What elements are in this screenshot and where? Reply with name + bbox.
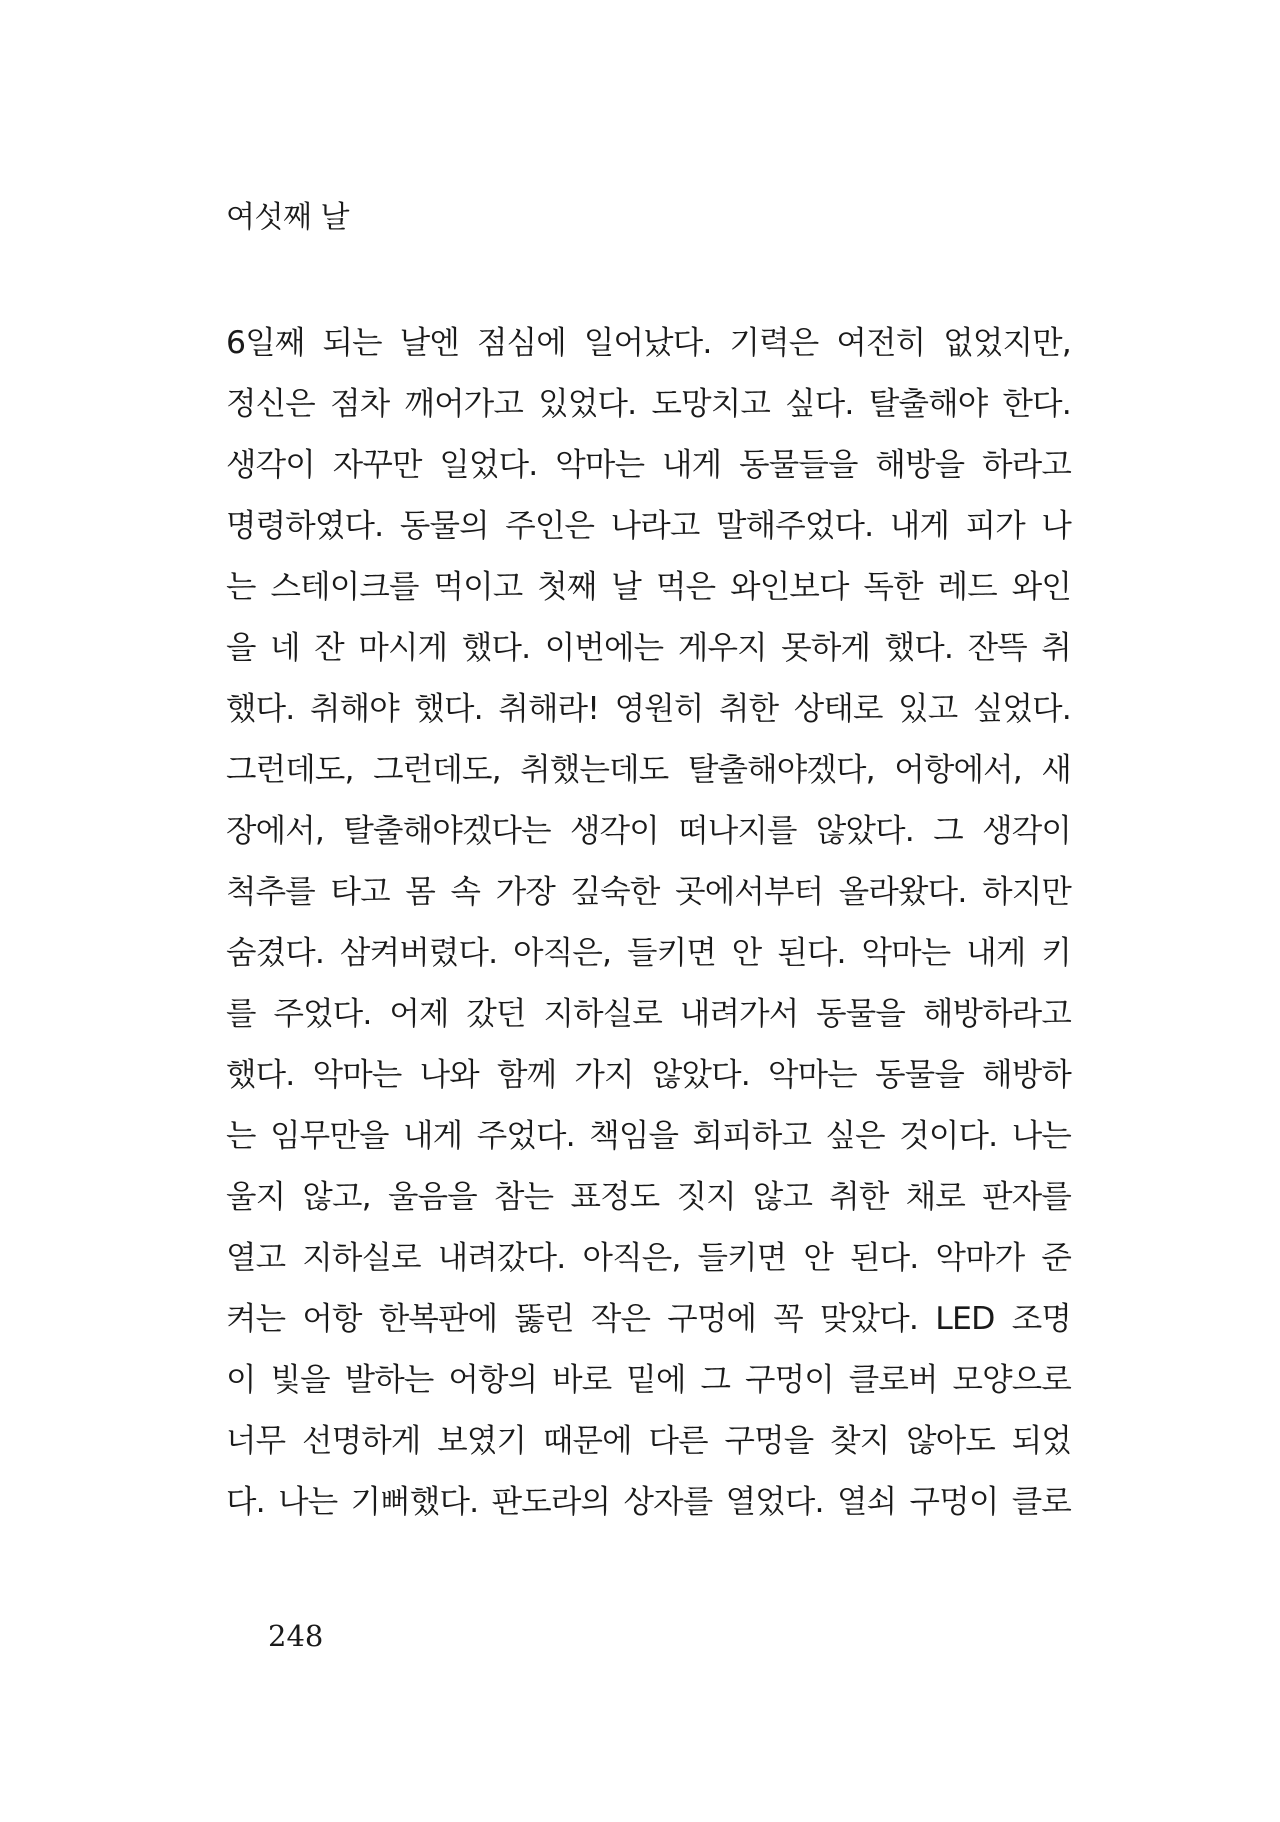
text-line: 그런데도, 그런데도, 취했는데도 탈출해야겠다, 어항에서, 새 bbox=[226, 752, 1071, 788]
text-line: 는 스테이크를 먹이고 첫째 날 먹은 와인보다 독한 레드 와인 bbox=[226, 569, 1071, 605]
text-line: 정신은 점차 깨어가고 있었다. 도망치고 싶다. 탈출해야 한다. bbox=[226, 386, 1071, 422]
text-line: 너무 선명하게 보였기 때문에 다른 구멍을 찾지 않아도 되었 bbox=[226, 1423, 1071, 1459]
chapter-title: 여섯째 날 bbox=[226, 200, 349, 235]
text-line: 는 임무만을 내게 주었다. 책임을 회피하고 싶은 것이다. 나는 bbox=[226, 1118, 1071, 1154]
text-line: 생각이 자꾸만 일었다. 악마는 내게 동물들을 해방을 하라고 bbox=[226, 447, 1071, 483]
text-line: 척추를 타고 몸 속 가장 깊숙한 곳에서부터 올라왔다. 하지만 bbox=[226, 874, 1071, 910]
page-number: 248 bbox=[268, 1619, 324, 1653]
text-line: 장에서, 탈출해야겠다는 생각이 떠나지를 않았다. 그 생각이 bbox=[226, 813, 1071, 849]
text-line: 이 빛을 발하는 어항의 바로 밑에 그 구멍이 클로버 모양으로 bbox=[226, 1362, 1071, 1398]
text-line: 켜는 어항 한복판에 뚫린 작은 구멍에 꼭 맞았다. LED 조명 bbox=[226, 1301, 1071, 1337]
text-line: 울지 않고, 울음을 참는 표정도 짓지 않고 취한 채로 판자를 bbox=[226, 1179, 1071, 1215]
body-paragraph bbox=[226, 320, 1071, 1540]
text-line: 했다. 악마는 나와 함께 가지 않았다. 악마는 동물을 해방하 bbox=[226, 1057, 1071, 1093]
text-line: 다. 나는 기뻐했다. 판도라의 상자를 열었다. 열쇠 구멍이 클로 bbox=[226, 1484, 1071, 1520]
text-line: 숨겼다. 삼켜버렸다. 아직은, 들키면 안 된다. 악마는 내게 키 bbox=[226, 935, 1071, 971]
text-line: 했다. 취해야 했다. 취해라! 영원히 취한 상태로 있고 싶었다. bbox=[226, 691, 1071, 727]
text-line: 를 주었다. 어제 갔던 지하실로 내려가서 동물을 해방하라고 bbox=[226, 996, 1071, 1032]
text-line: 열고 지하실로 내려갔다. 아직은, 들키면 안 된다. 악마가 준 bbox=[226, 1240, 1071, 1276]
text-line: 명령하였다. 동물의 주인은 나라고 말해주었다. 내게 피가 나 bbox=[226, 508, 1071, 544]
text-line: 을 네 잔 마시게 했다. 이번에는 게우지 못하게 했다. 잔뜩 취 bbox=[226, 630, 1071, 666]
text-line: 6일째 되는 날엔 점심에 일어났다. 기력은 여전히 없었지만, bbox=[226, 325, 1071, 361]
